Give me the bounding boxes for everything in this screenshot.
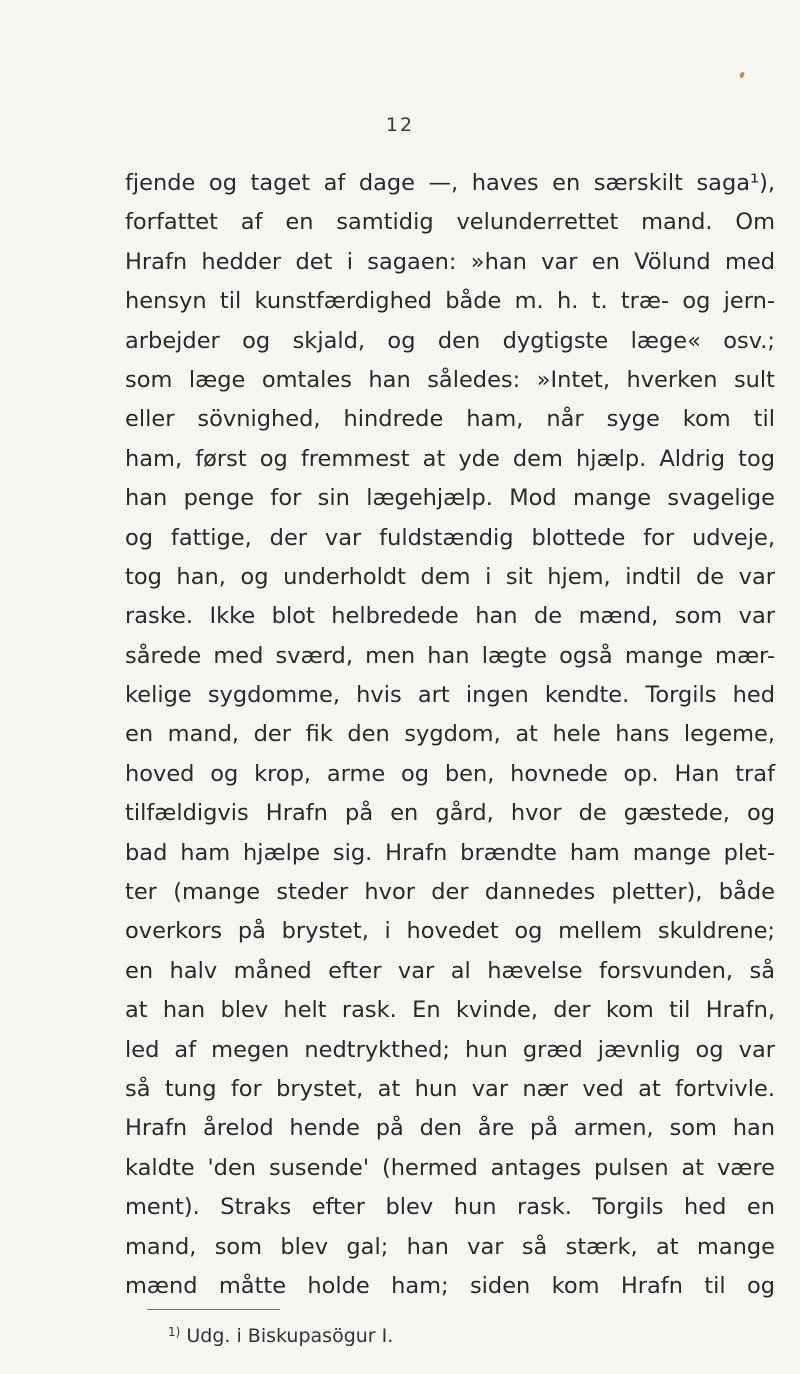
- text-line: en halv måned efter var al hævelse forsvunden, så: [125, 957, 775, 984]
- text-line: så tung for brystet, at hun var nær ved at fortvivle.: [125, 1075, 775, 1102]
- text-line: arbejder og skjald, og den dygtigste læge« osv.;: [125, 327, 775, 354]
- footnote: [168, 1320, 393, 1348]
- body-text: [125, 164, 775, 1306]
- text-line: Hrafn årelod hende på den åre på armen, som han: [125, 1115, 775, 1142]
- text-line: mand, som blev gal; han var så stærk, at mange: [125, 1233, 775, 1260]
- text-line: bad ham hjælpe sig. Hrafn brændte ham mange plet-: [125, 839, 775, 866]
- text-line: eller sövnighed, hindrede ham, når syge kom til: [125, 406, 775, 433]
- text-line: hensyn til kunstfærdighed både m. h. t. træ- og jern-: [125, 288, 775, 315]
- footnote-text: Udg. i Biskupasögur I.: [186, 1325, 394, 1347]
- text-line: fjende og taget af dage —, haves en særskilt saga¹),: [125, 170, 775, 196]
- text-line: tilfældigvis Hrafn på en gård, hvor de gæstede, og: [125, 800, 775, 827]
- text-line: ter (mange steder hvor der dannedes pletter), både: [125, 879, 775, 906]
- text-line: han penge for sin lægehjælp. Mod mange svagelige: [125, 485, 775, 512]
- footnote-divider: [147, 1309, 280, 1310]
- text-line: ham, først og fremmest at yde dem hjælp. Aldrig tog: [125, 445, 775, 472]
- text-line: forfattet af en samtidig velunderrettet mand. Om: [125, 209, 775, 236]
- text-line: overkors på brystet, i hovedet og mellem skuldrene;: [125, 918, 775, 945]
- text-line: kelige sygdomme, hvis art ingen kendte. Torgils hed: [125, 682, 775, 709]
- text-line: ment). Straks efter blev hun rask. Torgils hed en: [125, 1194, 775, 1221]
- text-line: en mand, der fik den sygdom, at hele hans legeme,: [125, 721, 775, 748]
- text-line: led af megen nedtrykthed; hun græd jævnlig og var: [125, 1036, 775, 1063]
- text-line: kaldte 'den susende' (hermed antages pulsen at være: [125, 1154, 775, 1181]
- footnote-mark: 1): [168, 1325, 181, 1339]
- text-line: hoved og krop, arme og ben, hovnede op. Han traf: [125, 760, 775, 787]
- text-line: som læge omtales han således: »Intet, hverken sult: [125, 366, 775, 393]
- paper-speck: [739, 71, 745, 78]
- text-line: Hrafn hedder det i sagaen: »han var en Völund med: [125, 248, 775, 275]
- text-line: at han blev helt rask. En kvinde, der kom til Hrafn,: [125, 997, 775, 1024]
- text-line: mænd måtte holde ham; siden kom Hrafn til og: [125, 1272, 775, 1299]
- text-line: sårede med sværd, men han lægte også mange mær-: [125, 642, 775, 669]
- text-line: tog han, og underholdt dem i sit hjem, indtil de var: [125, 563, 775, 590]
- text-line: raske. Ikke blot helbredede han de mænd, som var: [125, 603, 775, 630]
- page-number: 12: [385, 114, 415, 136]
- text-line: og fattige, der var fuldstændig blottede for udveje,: [125, 524, 775, 551]
